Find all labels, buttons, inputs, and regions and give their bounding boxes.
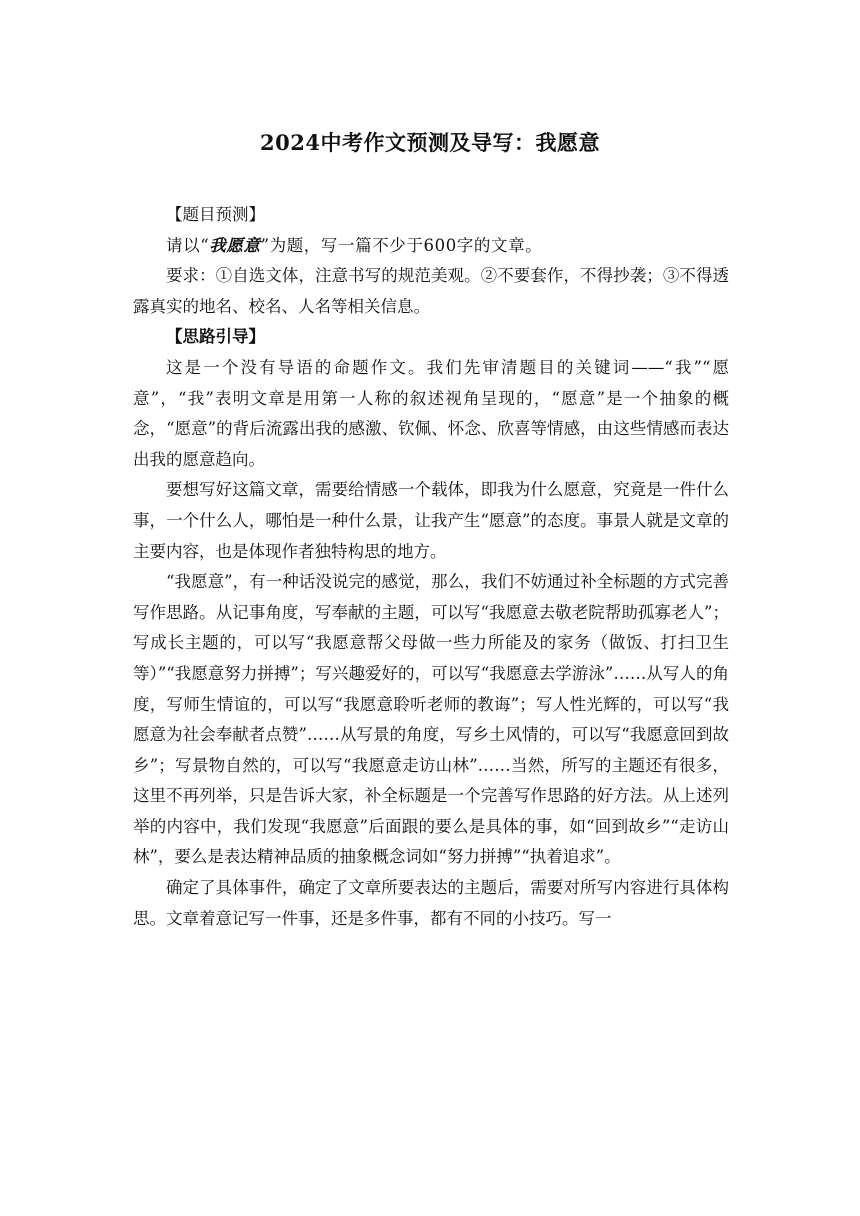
document-body <box>133 200 729 934</box>
task-topic: 我愿意 <box>209 235 261 255</box>
document-title: 2024中考作文预测及导写：我愿意 <box>260 130 600 155</box>
guide-paragraph-1: 这是一个没有导语的命题作文。我们先审清题目的关键词——“我”“愿意”，“我”表明文章是用第一人称的叙述视角呈现的，“愿意”是一个抽象的概念，“愿意”的背后流露出我的感激、钦佩、怀念、欣喜等情感，由这些情感而表达出我的愿意趋向。 <box>133 357 729 469</box>
guide-heading: 【思路引导】 <box>166 327 265 347</box>
guide-paragraph-4: 确定了具体事件，确定了文章所要表达的主题后，需要对所写内容进行具体构思。文章着意记写一件事，还是多件事，都有不同的小技巧。写一 <box>133 878 729 928</box>
task-statement <box>133 231 729 262</box>
task-prefix: 请以“ <box>166 235 210 255</box>
requirements-paragraph: 要求：①自选文体，注意书写的规范美观。②不要套作，不得抄袭；③不得透露真实的地名、校名、人名等相关信息。 <box>133 266 729 316</box>
guide-paragraph-3: “我愿意”，有一种话没说完的感觉，那么，我们不妨通过补全标题的方式完善写作思路。从记事角度，写奉献的主题，可以写“我愿意去敬老院帮助孤寡老人”；写成长主题的，可以写“我愿意帮父母做一些力所能及的家务（做饭、打扫卫生等）”“我愿意努力拼搏”；写兴趣爱好的，可以写“我愿意去学游泳”……从写人的角度，写师生情谊的，可以写“我愿意聆听老师的教诲”；写人性光辉的，可以写“我愿意为社会奉献者点赞”……从写景的角度，写乡土风情的，可以写“我愿意回到故乡”；写景物自然的，可以写“我愿意走访山林”……当然，所写的主题还有很多，这里不再列举，只是告诉大家，补全标题是一个完善写作思路的好方法。从上述列举的内容中，我们发现“我愿意”后面跟的要么是具体的事，如“回到故乡”“走访山林”，要么是表达精神品质的抽象概念词如“努力拼搏”“执着追求”。 <box>133 572 729 867</box>
guide-paragraph-2: 要想写好这篇文章，需要给情感一个载体，即我为什么愿意，究竟是一件什么事，一个什么人，哪怕是一种什么景，让我产生“愿意”的态度。事景人就是文章的主要内容，也是体现作者独特构思的地方。 <box>133 480 729 561</box>
task-suffix: ”为题，写一篇不少于600字的文章。 <box>260 235 543 255</box>
prediction-heading: 【题目预测】 <box>166 205 265 224</box>
